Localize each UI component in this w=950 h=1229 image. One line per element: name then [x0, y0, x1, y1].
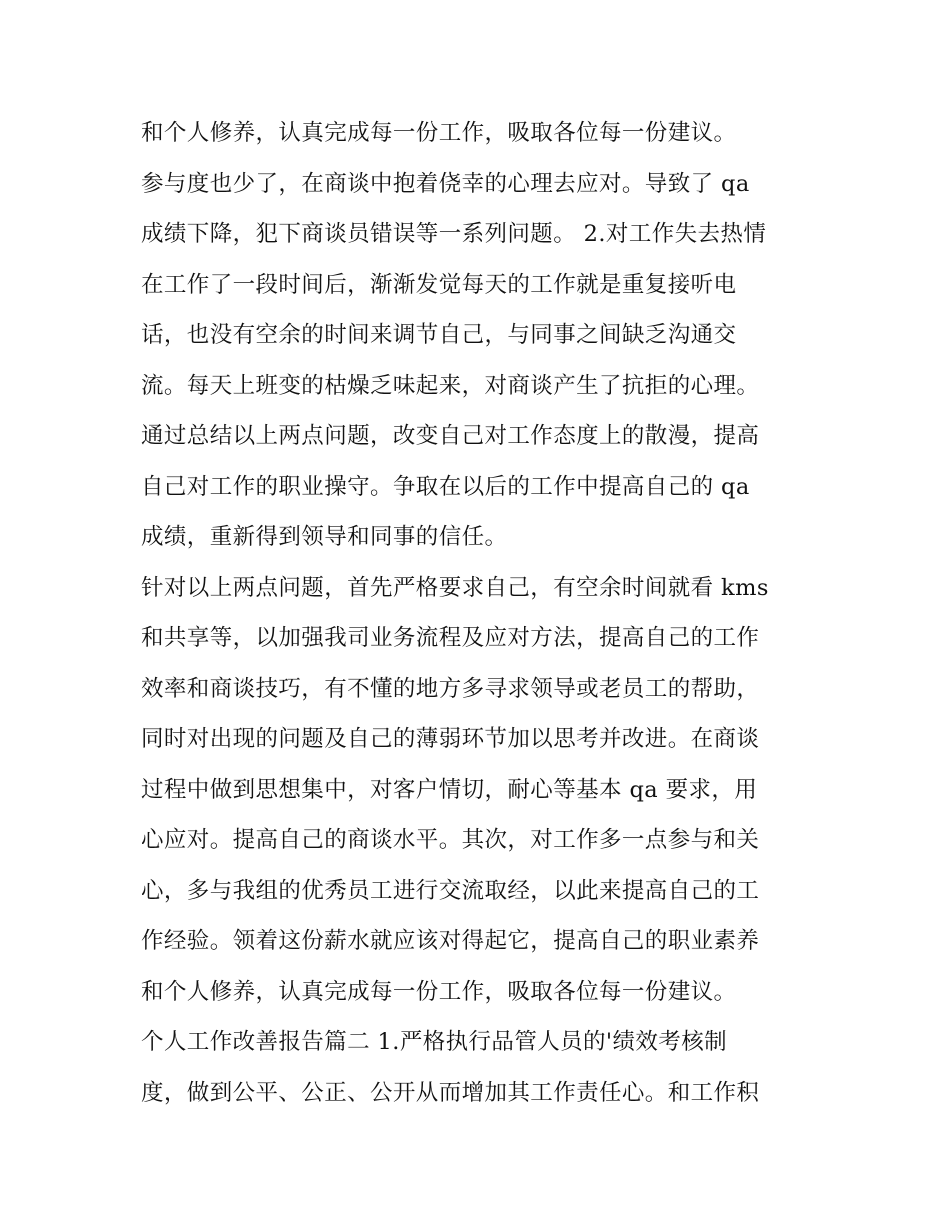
text-line: 在工作了一段时间后，渐渐发觉每天的工作就是重复接听电 [141, 271, 737, 298]
text-line: 同时对出现的问题及自己的薄弱环节加以思考并改进。在商谈 [141, 726, 760, 752]
text-line: 过程中做到思想集中，对客户情切，耐心等基本 qa 要求，用 [141, 776, 758, 803]
text-line: 流。每天上班变的枯燥乏味起来，对商谈产生了抗拒的心理。 [141, 372, 760, 399]
text-line: 效率和商谈技巧，有不懂的地方多寻求领导或老员工的帮助， [141, 675, 760, 702]
text-line: 针对以上两点问题，首先严格要求自己，有空余时间就看 kms [141, 574, 769, 601]
text-line: 和个人修养，认真完成每一份工作，吸取各位每一份建议。 [141, 978, 737, 1005]
text-line: 作经验。领着这份薪水就应该对得起它，提高自己的职业素养 [141, 928, 760, 954]
body-text [141, 108, 821, 1118]
text-line: 自己对工作的职业操守。争取在以后的工作中提高自己的 qa [141, 473, 750, 500]
text-line: 成绩下降，犯下商谈员错误等一系列问题。 2.对工作失去热情 [141, 221, 767, 247]
text-line: 度，做到公平、公正、公开从而增加其工作责任心。和工作积 [141, 1079, 760, 1106]
text-line: 心，多与我组的优秀员工进行交流取经，以此来提高自己的工 [141, 877, 760, 904]
text-line: 参与度也少了，在商谈中抱着侥幸的心理去应对。导致了 qa [141, 170, 750, 197]
text-line: 通过总结以上两点问题，改变自己对工作态度上的散漫，提高 [141, 423, 760, 449]
text-line: 和共享等，以加强我司业务流程及应对方法，提高自己的工作 [141, 625, 760, 651]
text-line: 个人工作改善报告篇二 1.严格执行品管人员的'绩效考核制 [141, 1029, 728, 1055]
text-line: 话，也没有空余的时间来调节自己，与同事之间缺乏沟通交 [141, 322, 737, 348]
text-line: 成绩，重新得到领导和同事的信任。 [141, 524, 508, 550]
text-line: 心应对。提高自己的商谈水平。其次，对工作多一点参与和关 [141, 827, 760, 853]
text-line: 和个人修养，认真完成每一份工作，吸取各位每一份建议。 [141, 120, 737, 146]
